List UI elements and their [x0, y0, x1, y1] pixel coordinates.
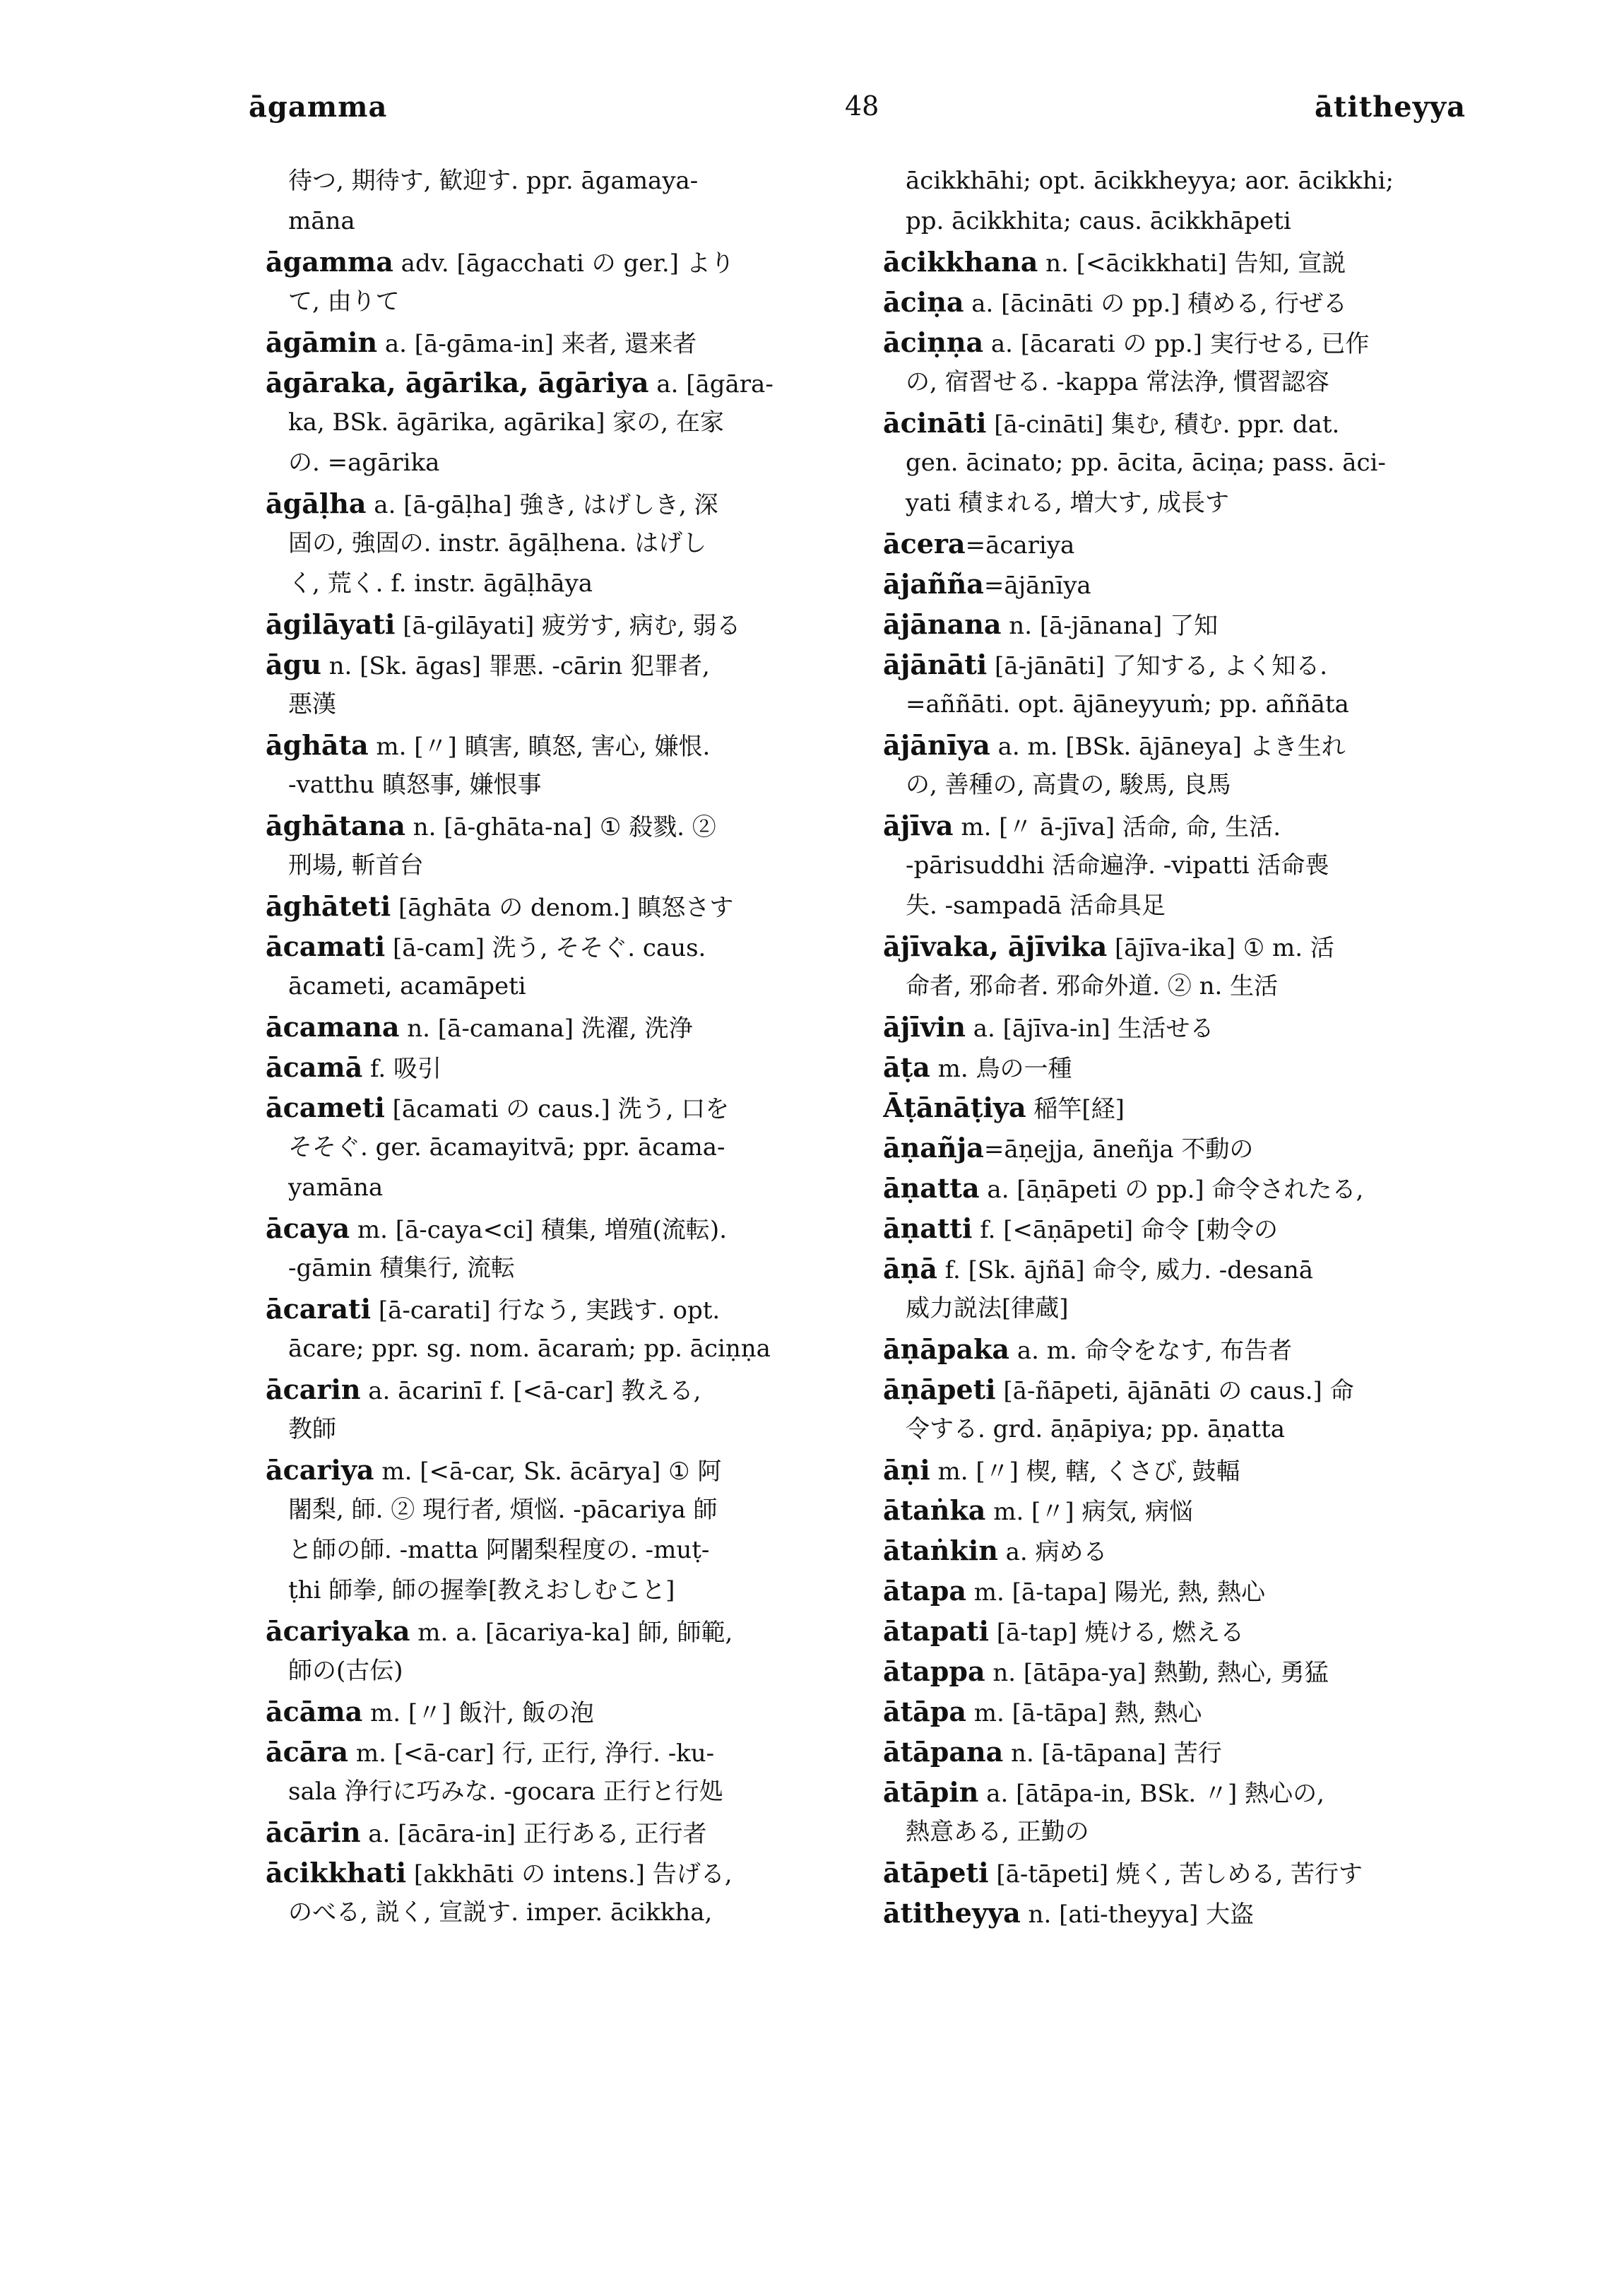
- entry-text: [ā-gilāyati] 疲労す, 病む, 弱る: [395, 612, 741, 640]
- headword: ācariyaka: [266, 1615, 410, 1647]
- entry-text: [akkhāti の intens.] 告げる,: [406, 1860, 733, 1888]
- headword: āgāraka, āgārika, āgāriya: [266, 367, 649, 398]
- entry-headword-line: [883, 403, 1466, 443]
- entry-text: [ā-carati] 行なう, 実践す. opt.: [371, 1296, 721, 1325]
- entry-continuation-line: [883, 765, 1466, 805]
- entry-headword-line: [883, 1087, 1466, 1128]
- entry-headword-line: [883, 926, 1466, 966]
- entry-headword-line: [266, 926, 849, 966]
- entry-continuation-line: [883, 362, 1466, 403]
- entry-continuation-line: [266, 1128, 849, 1168]
- entry-text: 命者, 邪命者. 邪命外道. ② n. 生活: [906, 972, 1279, 1000]
- headword: ātitheyya: [883, 1897, 1021, 1929]
- headword: ājañña: [883, 568, 984, 600]
- entry-text: n. [ati-theyya] 大盗: [1020, 1900, 1255, 1929]
- entry-headword-line: [883, 564, 1466, 604]
- entry-headword-line: [883, 805, 1466, 846]
- entry-headword-line: [266, 886, 849, 926]
- entry-text: =aññāti. opt. ājāneyyuṁ; pp. aññāta: [906, 690, 1349, 719]
- entry-continuation-line: [883, 685, 1466, 725]
- headword: ājānāti: [883, 649, 988, 680]
- entry-continuation-line: [883, 161, 1466, 201]
- headword: ācārin: [266, 1816, 361, 1848]
- entry-text: て, 由りて: [288, 288, 400, 316]
- entry-text: a. ācarinī f. [<ā-car] 教える,: [360, 1377, 701, 1405]
- entry-headword-line: [883, 1852, 1466, 1893]
- entry-text: ṭhi 師拳, 師の握拳[教えおしむこと]: [288, 1576, 675, 1604]
- entry-headword-line: [266, 362, 849, 403]
- entry-headword-line: [883, 1651, 1466, 1691]
- entry-text: 教師: [288, 1415, 336, 1443]
- headword: ājānīya: [883, 729, 990, 761]
- entry-text: ka, BSk. āgārika, agārika] 家の, 在家: [288, 408, 724, 437]
- entry-continuation-line: [266, 1772, 849, 1812]
- entry-text: と師の師. -matta 阿闍梨程度の. -muṭ-: [288, 1536, 710, 1564]
- entry-text: =ājānīya: [983, 572, 1091, 600]
- entry-headword-line: [883, 604, 1466, 644]
- entry-text: m. [〃] 楔, 轄, くさび, 鼓輻: [930, 1458, 1240, 1486]
- entry-text: 令する. grd. āṇāpiya; pp. āṇatta: [906, 1415, 1286, 1443]
- entry-text: n. [ā-ghāta-na] ① 殺戮. ②: [405, 813, 716, 841]
- headword: āgilāyati: [266, 608, 396, 640]
- entry-text: ācameti, acamāpeti: [288, 972, 526, 1000]
- entry-continuation-line: [266, 282, 849, 322]
- headword: Āṭānāṭiya: [883, 1092, 1026, 1123]
- headword: āṇatti: [883, 1212, 973, 1244]
- running-head-left: āgamma: [249, 90, 388, 124]
- entry-text: 固の, 強固の. instr. āgāḷhena. はげし: [288, 529, 707, 557]
- headword: āṇā: [883, 1253, 937, 1284]
- entry-headword-line: [266, 1611, 849, 1651]
- headword: āghātana: [266, 810, 405, 841]
- entry-text: [ā-tāpeti] 焼く, 苦しめる, 苦行す: [988, 1860, 1363, 1888]
- entry-headword-line: [266, 242, 849, 282]
- headword: ācikkhana: [883, 246, 1038, 278]
- entry-text: m. [<ā-car, Sk. ācārya] ① 阿: [374, 1458, 722, 1486]
- entry-headword-line: [883, 242, 1466, 282]
- entry-continuation-line: [266, 161, 849, 201]
- entry-headword-line: [883, 524, 1466, 564]
- entry-text: の, 宿習せる. -kappa 常法浄, 慣習認容: [906, 368, 1329, 396]
- entry-text: a. [ācarati の pp.] 実行せる, 已作: [983, 330, 1370, 358]
- entry-text: adv. [āgacchati の ger.] より: [393, 249, 735, 278]
- entry-text: 威力説法[律蔵]: [906, 1294, 1069, 1323]
- entry-continuation-line: [883, 1289, 1466, 1329]
- entry-text: m. [〃] 瞋害, 瞋怒, 害心, 嫌恨.: [368, 733, 711, 761]
- headword: ācariya: [266, 1454, 374, 1486]
- entry-headword-line: [266, 1087, 849, 1128]
- headword: ātāpa: [883, 1696, 966, 1727]
- entry-continuation-line: [266, 403, 849, 443]
- entry-text: [āghāta の denom.] 瞋怒さす: [391, 894, 734, 922]
- entry-text: a. [ācināti の pp.] 積める, 行ぜる: [964, 290, 1347, 318]
- entry-text: -pārisuddhi 活命遍浄. -vipatti 活命喪: [906, 851, 1329, 880]
- entry-headword-line: [266, 1852, 849, 1893]
- entry-headword-line: [266, 1208, 849, 1248]
- entry-headword-line: [266, 1289, 849, 1329]
- entry-continuation-line: [883, 1812, 1466, 1852]
- headword: āṇatta: [883, 1172, 980, 1204]
- entry-text: n. [ātāpa-ya] 熱勤, 熱心, 勇猛: [985, 1659, 1329, 1687]
- headword: ācamā: [266, 1051, 363, 1083]
- entry-headword-line: [266, 1450, 849, 1490]
- entry-text: n. [ā-jānana] 了知: [1001, 612, 1219, 640]
- headword: ācāma: [266, 1696, 363, 1727]
- headword: ātapati: [883, 1615, 989, 1647]
- entry-text: n. [<ācikkhati] 告知, 宣説: [1038, 249, 1346, 278]
- entry-text: māna: [288, 207, 355, 235]
- entry-text: a. m. 命令をなす, 布告者: [1009, 1337, 1293, 1365]
- entry-text: 失. -sampadā 活命具足: [906, 892, 1166, 920]
- headword: ājīva: [883, 810, 954, 841]
- entry-text: m. [〃] 飯汁, 飯の泡: [362, 1699, 594, 1727]
- entry-text: m. [ā-tapa] 陽光, 熱, 熱心: [966, 1578, 1265, 1607]
- headword: āgu: [266, 649, 321, 680]
- entry-text: [ā-jānāti] 了知する, よく知る.: [987, 652, 1328, 680]
- left-column: [266, 161, 849, 1933]
- entry-headword-line: [883, 1128, 1466, 1168]
- entry-headword-line: [883, 322, 1466, 362]
- entry-text: m. [〃] 病気, 病悩: [985, 1498, 1194, 1526]
- entry-text: n. [ā-tāpana] 苦行: [1003, 1739, 1222, 1768]
- headword: ātāpana: [883, 1736, 1004, 1768]
- entry-text: 師の(古伝): [288, 1657, 403, 1685]
- entry-text: 悪漢: [288, 690, 336, 719]
- entry-continuation-line: [266, 1168, 849, 1208]
- entry-text: ācikkhāhi; opt. ācikkheyya; aor. ācikkhi;: [906, 167, 1394, 195]
- entry-text: m. [ā-caya<ci] 積集, 増殖(流転).: [350, 1216, 727, 1244]
- entry-continuation-line: [266, 1893, 849, 1933]
- entry-text: [ā-cināti] 集む, 積む. ppr. dat.: [986, 410, 1340, 439]
- entry-text: m. [〃 ā-jīva] 活命, 命, 生活.: [953, 813, 1281, 841]
- headword: ātāpin: [883, 1776, 979, 1808]
- entry-continuation-line: [266, 1530, 849, 1571]
- entry-headword-line: [883, 1168, 1466, 1208]
- entry-continuation-line: [266, 846, 849, 886]
- headword: ācera: [883, 528, 966, 560]
- entry-text: f. 吸引: [362, 1055, 442, 1083]
- entry-continuation-line: [266, 201, 849, 242]
- entry-continuation-line: [266, 443, 849, 483]
- entry-text: a. [ācāra-in] 正行ある, 正行者: [360, 1820, 707, 1848]
- entry-continuation-line: [883, 483, 1466, 524]
- entry-headword-line: [883, 1732, 1466, 1772]
- entry-text: f. [Sk. ājñā] 命令, 威力. -desanā: [937, 1256, 1313, 1284]
- entry-text: a. [ātāpa-in, BSk. 〃] 熱心の,: [978, 1780, 1324, 1808]
- headword: āghāta: [266, 729, 369, 761]
- entry-text: a. [ā-gāma-in] 来者, 還来者: [377, 330, 697, 358]
- entry-headword-line: [883, 1329, 1466, 1369]
- entry-text: yamāna: [288, 1173, 384, 1202]
- headword: āgāmin: [266, 326, 378, 358]
- entry-text: a. [āṇāpeti の pp.] 命令されたる,: [979, 1176, 1364, 1204]
- entry-headword-line: [883, 1047, 1466, 1087]
- entry-headword-line: [266, 1047, 849, 1087]
- entry-headword-line: [883, 282, 1466, 322]
- entry-headword-line: [883, 1571, 1466, 1611]
- entry-continuation-line: [883, 886, 1466, 926]
- headword: ātapa: [883, 1575, 966, 1607]
- entry-headword-line: [266, 322, 849, 362]
- entry-headword-line: [266, 1812, 849, 1852]
- headword: ācarati: [266, 1293, 372, 1325]
- headword: ācamati: [266, 930, 386, 962]
- entry-continuation-line: [266, 1651, 849, 1691]
- entry-headword-line: [883, 1893, 1466, 1933]
- entry-text: =āṇejja, āneñja 不動の: [983, 1135, 1254, 1164]
- entry-text: ācare; ppr. sg. nom. ācaraṁ; pp. āciṇṇa: [288, 1335, 771, 1363]
- entry-text: 稲竿[経]: [1026, 1095, 1125, 1123]
- entry-text: [ājīva-ika] ① m. 活: [1107, 934, 1334, 962]
- headword: ājānana: [883, 608, 1002, 640]
- entry-text: m. [ā-tāpa] 熱, 熱心: [966, 1699, 1202, 1727]
- headword: āgāḷha: [266, 487, 367, 519]
- headword: ātaṅka: [883, 1494, 986, 1526]
- headword: ācameti: [266, 1092, 385, 1123]
- page-number: 48: [845, 90, 879, 122]
- entry-text: a. m. [BSk. ājāneya] よき生れ: [990, 733, 1346, 761]
- headword: ātaṅkin: [883, 1535, 998, 1566]
- entry-headword-line: [266, 1691, 849, 1732]
- right-column: [883, 161, 1466, 1933]
- entry-continuation-line: [883, 443, 1466, 483]
- headword: āciṇṇa: [883, 326, 984, 358]
- headword: ātāpeti: [883, 1857, 989, 1888]
- entry-headword-line: [883, 1007, 1466, 1047]
- entry-text: -gāmin 積集行, 流転: [288, 1254, 515, 1282]
- headword: āghāteti: [266, 890, 391, 922]
- entry-text: m. 鳥の一種: [930, 1055, 1072, 1083]
- entry-text: 闍梨, 師. ② 現行者, 煩悩. -pācariya 師: [288, 1496, 718, 1524]
- entry-text: 熱意ある, 正勤の: [906, 1818, 1089, 1846]
- headword: āṇañja: [883, 1132, 984, 1164]
- headword: ācikkhati: [266, 1857, 407, 1888]
- entry-headword-line: [266, 483, 849, 524]
- entry-text: m. a. [ācariya-ka] 師, 師範,: [410, 1619, 733, 1647]
- headword: āṇāpaka: [883, 1333, 1010, 1365]
- headword: āṇāpeti: [883, 1373, 996, 1405]
- entry-text: [ācamati の caus.] 洗う, 口を: [384, 1095, 730, 1123]
- entry-headword-line: [266, 644, 849, 685]
- entry-headword-line: [883, 1772, 1466, 1812]
- entry-continuation-line: [266, 1490, 849, 1530]
- entry-text: [ā-tap] 焼ける, 燃える: [988, 1619, 1245, 1647]
- entry-text: a. 病める: [997, 1538, 1108, 1566]
- entry-text: のべる, 説く, 宣説す. imper. ācikkha,: [288, 1898, 713, 1927]
- entry-continuation-line: [266, 966, 849, 1007]
- entry-continuation-line: [883, 201, 1466, 242]
- entry-continuation-line: [266, 685, 849, 725]
- entry-continuation-line: [883, 846, 1466, 886]
- entry-continuation-line: [883, 966, 1466, 1007]
- entry-text: a. [ājīva-in] 生活せる: [965, 1015, 1214, 1043]
- entry-headword-line: [883, 725, 1466, 765]
- entry-continuation-line: [266, 1409, 849, 1450]
- entry-text: そそぐ. ger. ācamayitvā; ppr. ācama-: [288, 1133, 725, 1161]
- entry-text: n. [ā-camana] 洗濯, 洗浄: [399, 1015, 693, 1043]
- entry-continuation-line: [266, 1571, 849, 1611]
- entry-headword-line: [266, 725, 849, 765]
- entry-headword-line: [266, 1007, 849, 1047]
- entry-headword-line: [266, 604, 849, 644]
- entry-headword-line: [883, 1248, 1466, 1289]
- entry-text: 待つ, 期待す, 歓迎す. ppr. āgamaya-: [288, 167, 699, 195]
- entry-headword-line: [883, 1691, 1466, 1732]
- headword: ācaya: [266, 1212, 350, 1244]
- entry-headword-line: [266, 1732, 849, 1772]
- headword: ācarin: [266, 1373, 361, 1405]
- entry-text: m. [<ā-car] 行, 正行, 浄行. -ku-: [348, 1739, 715, 1768]
- entry-continuation-line: [266, 1248, 849, 1289]
- entry-text: く, 荒く. f. instr. āgāḷhāya: [288, 569, 593, 598]
- entry-text: [ā-cam] 洗う, そそぐ. caus.: [385, 934, 706, 962]
- entry-text: f. [<āṇāpeti] 命令 [勅令の: [972, 1216, 1278, 1244]
- headword: ājīvin: [883, 1011, 966, 1043]
- entry-continuation-line: [266, 1329, 849, 1369]
- entry-text: 刑場, 斬首台: [288, 851, 424, 880]
- entry-continuation-line: [266, 765, 849, 805]
- entry-text: a. [āgāra-: [648, 370, 774, 398]
- entry-headword-line: [883, 1369, 1466, 1409]
- entry-headword-line: [266, 805, 849, 846]
- entry-text: gen. ācinato; pp. ācita, āciṇa; pass. āci-: [906, 449, 1386, 477]
- entry-text: n. [Sk. āgas] 罪悪. -cārin 犯罪者,: [321, 652, 710, 680]
- entry-text: の. =agārika: [288, 449, 440, 477]
- headword: ācamana: [266, 1011, 400, 1043]
- headword: āgamma: [266, 246, 393, 278]
- entry-headword-line: [883, 1611, 1466, 1651]
- entry-headword-line: [883, 1450, 1466, 1490]
- headword: ācāra: [266, 1736, 349, 1768]
- entry-text: [ā-ñāpeti, ājānāti の caus.] 命: [995, 1377, 1354, 1405]
- entry-headword-line: [883, 1208, 1466, 1248]
- entry-continuation-line: [883, 1409, 1466, 1450]
- headword: āciṇa: [883, 286, 964, 318]
- entry-text: a. [ā-gāḷha] 強き, はげしき, 深: [366, 491, 718, 519]
- entry-headword-line: [883, 644, 1466, 685]
- headword: āṇi: [883, 1454, 930, 1486]
- entry-text: -vatthu 瞋怒事, 嫌恨事: [288, 771, 542, 799]
- entry-text: =ācariya: [965, 531, 1075, 560]
- entry-text: yati 積まれる, 増大す, 成長す: [906, 489, 1230, 517]
- headword: āṭa: [883, 1051, 930, 1083]
- entry-text: の, 善種の, 高貴の, 駿馬, 良馬: [906, 771, 1231, 799]
- entry-text: pp. ācikkhita; caus. ācikkhāpeti: [906, 207, 1291, 235]
- entry-continuation-line: [266, 524, 849, 564]
- entry-headword-line: [266, 1369, 849, 1409]
- headword: ātappa: [883, 1655, 985, 1687]
- running-head-right: ātitheyya: [1315, 90, 1466, 124]
- entry-headword-line: [883, 1530, 1466, 1571]
- entry-text: sala 浄行に巧みな. -gocara 正行と行処: [288, 1778, 723, 1806]
- headword: ācināti: [883, 407, 987, 439]
- entry-headword-line: [883, 1490, 1466, 1530]
- headword: ājīvaka, ājīvika: [883, 930, 1108, 962]
- entry-continuation-line: [266, 564, 849, 604]
